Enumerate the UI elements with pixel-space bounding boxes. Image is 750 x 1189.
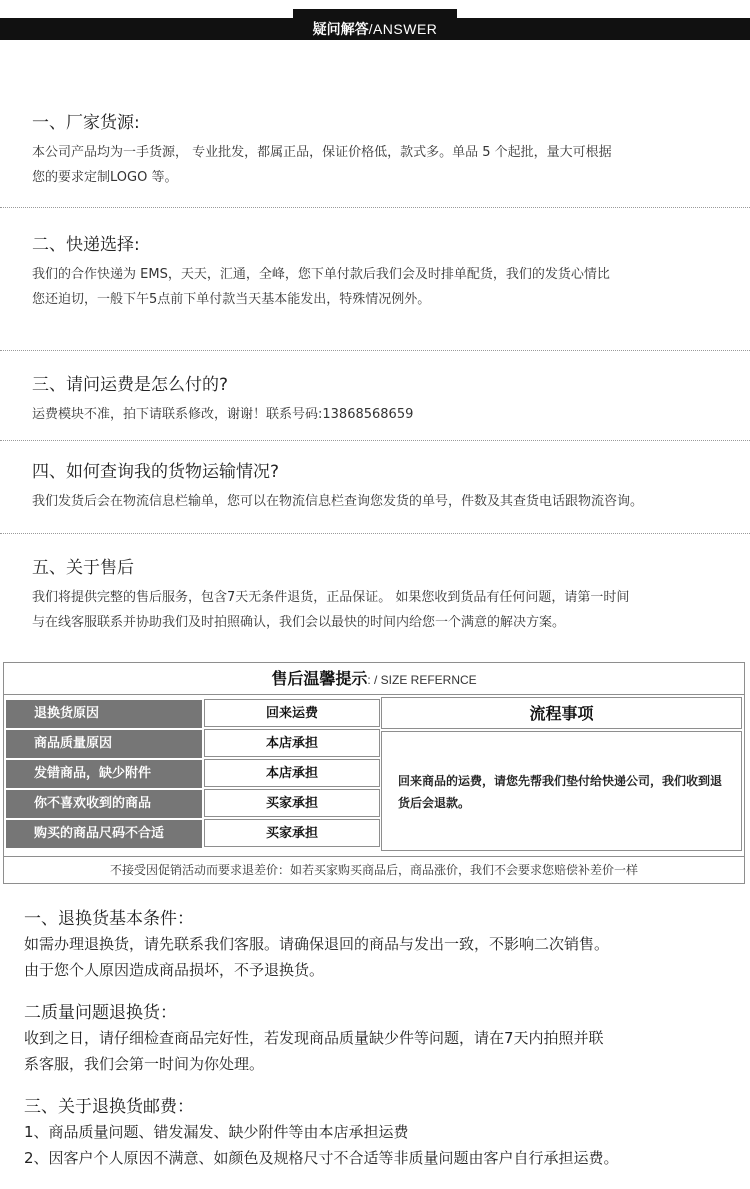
policy-text: 1、商品质量问题、错发漏发、缺少附件等由本店承担运费 2、因客户个人原因不满意、如颜色及规格尺寸不合适等非质量问题由客户自行承担运费。 <box>24 1123 619 1167</box>
faq-section-5 <box>32 553 732 635</box>
faq-title: 三、请问运费是怎么付的? <box>32 375 229 395</box>
table-bearer-cell: 买家承担 <box>204 819 380 847</box>
faq-section-3 <box>32 370 732 427</box>
faq-title: 一、厂家货源: <box>32 113 140 133</box>
table-title-cn: 售后温馨提示 <box>271 669 368 688</box>
header-title-en: /ANSWER <box>368 21 438 37</box>
table-reason-cell: 商品质量原因 <box>6 730 202 758</box>
policy-section-2 <box>24 998 734 1077</box>
divider <box>0 440 750 441</box>
table-reason-header: 退换货原因 <box>6 700 202 728</box>
divider <box>0 350 750 351</box>
table-note: 不接受因促销活动而要求退差价：如若买家购买商品后，商品涨价，我们不会要求您赔偿补差价一样 <box>4 856 744 883</box>
table-reason-cell: 你不喜欢收到的商品 <box>6 790 202 818</box>
after-sales-table <box>3 662 745 884</box>
policy-title: 一、退换货基本条件： <box>24 909 194 929</box>
table-title-en: : / SIZE REFERNCE <box>367 673 477 687</box>
faq-section-4 <box>32 457 732 514</box>
faq-text: 我们将提供完整的售后服务，包含7天无条件退货，正品保证。 如果您收到货品有任何问题，请第一时间 与在线客服联系并协助我们及时拍照确认，我们会以最快的时间内给您一个满意的解决方案。 <box>32 590 630 630</box>
faq-title: 二、快递选择: <box>32 235 140 255</box>
policy-title: 二质量问题退换货： <box>24 1003 177 1023</box>
faq-section-2 <box>32 230 732 312</box>
faq-text: 我们发货后会在物流信息栏输单，您可以在物流信息栏查询您发货的单号，件数及其查货电话跟物流咨询。 <box>32 494 644 509</box>
policy-section-1 <box>24 904 734 983</box>
faq-title: 四、如何查询我的货物运输情况? <box>32 462 280 482</box>
faq-title: 五、关于售后 <box>32 558 134 578</box>
table-bearer-cell: 本店承担 <box>204 729 380 757</box>
header-title <box>293 18 457 40</box>
table-bearer-cell: 本店承担 <box>204 759 380 787</box>
table-bearer-cell: 买家承担 <box>204 789 380 817</box>
policy-section-3 <box>24 1092 734 1171</box>
table-bearer-header: 回来运费 <box>204 699 380 727</box>
table-title <box>4 663 744 695</box>
table-reason-cell: 发错商品，缺少附件 <box>6 760 202 788</box>
process-header: 流程事项 <box>381 697 742 729</box>
divider <box>0 533 750 534</box>
faq-text: 我们的合作快递为 EMS，天天，汇通，全峰，您下单付款后我们会及时排单配货，我们的发货心情比 您还迫切，一般下午5点前下单付款当天基本能发出，特殊情况例外。 <box>32 267 610 307</box>
policy-text: 收到之日，请仔细检查商品完好性，若发现商品质量缺少件等问题，请在7天内拍照并联 系客服，我们会第一时间为你处理。 <box>24 1029 604 1073</box>
table-reason-cell: 购买的商品尺码不合适 <box>6 820 202 848</box>
policy-title: 三、关于退换货邮费： <box>24 1097 194 1117</box>
divider <box>0 207 750 208</box>
process-text: 回来商品的运费，请您先帮我们垫付给快递公司，我们收到退货后会退款。 <box>381 731 742 851</box>
header-title-cn: 疑问解答 <box>312 22 369 38</box>
faq-text: 运费模块不准，拍下请联系修改，谢谢！联系号码:13868568659 <box>32 407 414 422</box>
policy-text: 如需办理退换货，请先联系我们客服。请确保退回的商品与发出一致，不影响二次销售。 由于您个人原因造成商品损坏，不予退换货。 <box>24 935 610 979</box>
faq-section-1 <box>32 108 732 190</box>
faq-text: 本公司产品均为一手货源， 专业批发，都属正品，保证价格低，款式多。单品 5 个起批，量大可根据 您的要求定制LOGO 等。 <box>32 145 612 185</box>
